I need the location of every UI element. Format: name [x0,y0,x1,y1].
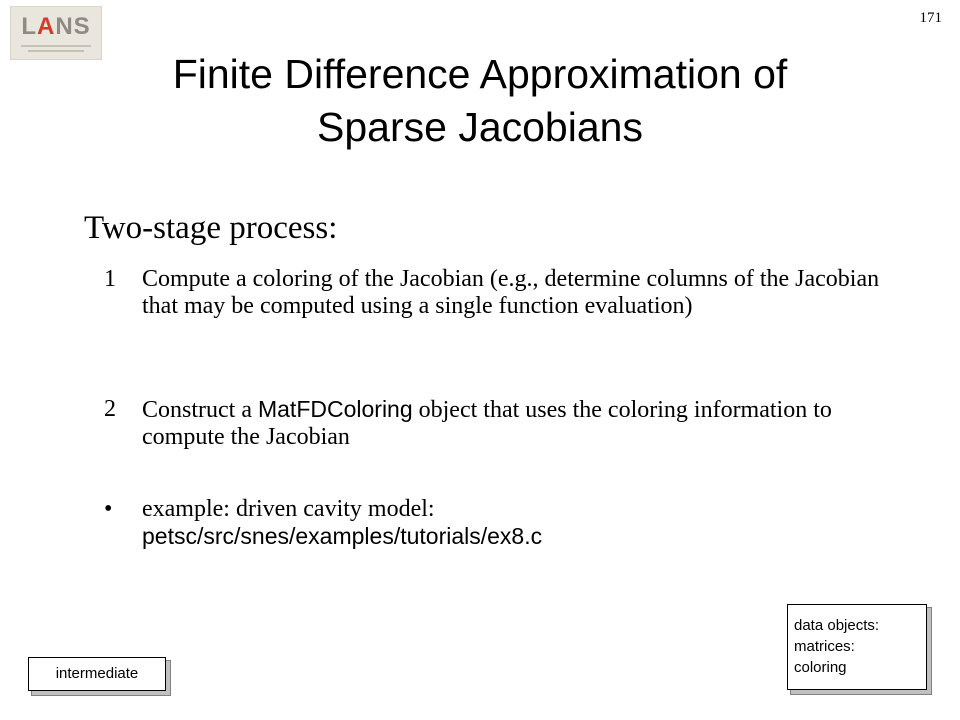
level-tag: intermediate [28,657,166,691]
title-line-2: Sparse Jacobians [317,104,643,150]
step-text: Construct a MatFDColoring object that uses the coloring information to compute the Jacobian [142,396,832,450]
page-number: 171 [919,10,942,26]
object-name: MatFDColoring [257,396,413,422]
category-line: matrices: [794,638,855,655]
logo-wordmark: LANS [21,13,91,40]
logo-rule [21,45,91,47]
category-line: coloring [794,659,847,676]
example-text: example: driven cavity model: petsc/src/snes/examples/tutorials/ex8.c [142,496,543,549]
subheading: Two-stage process: [84,210,338,246]
category-tag [787,604,927,690]
example-path: petsc/src/snes/examples/tutorials/ex8.c [142,523,543,549]
category-line: data objects: [794,617,880,634]
step-number: 2 [104,396,116,422]
title-line-1: Finite Difference Approximation of [172,51,788,97]
slide-title [60,48,900,154]
step-text: Compute a coloring of the Jacobian (e.g., determine columns of the Jacobian that may be computed using a single function evaluation) [142,266,880,319]
bullet: • [104,496,113,522]
step-number: 1 [104,266,116,292]
